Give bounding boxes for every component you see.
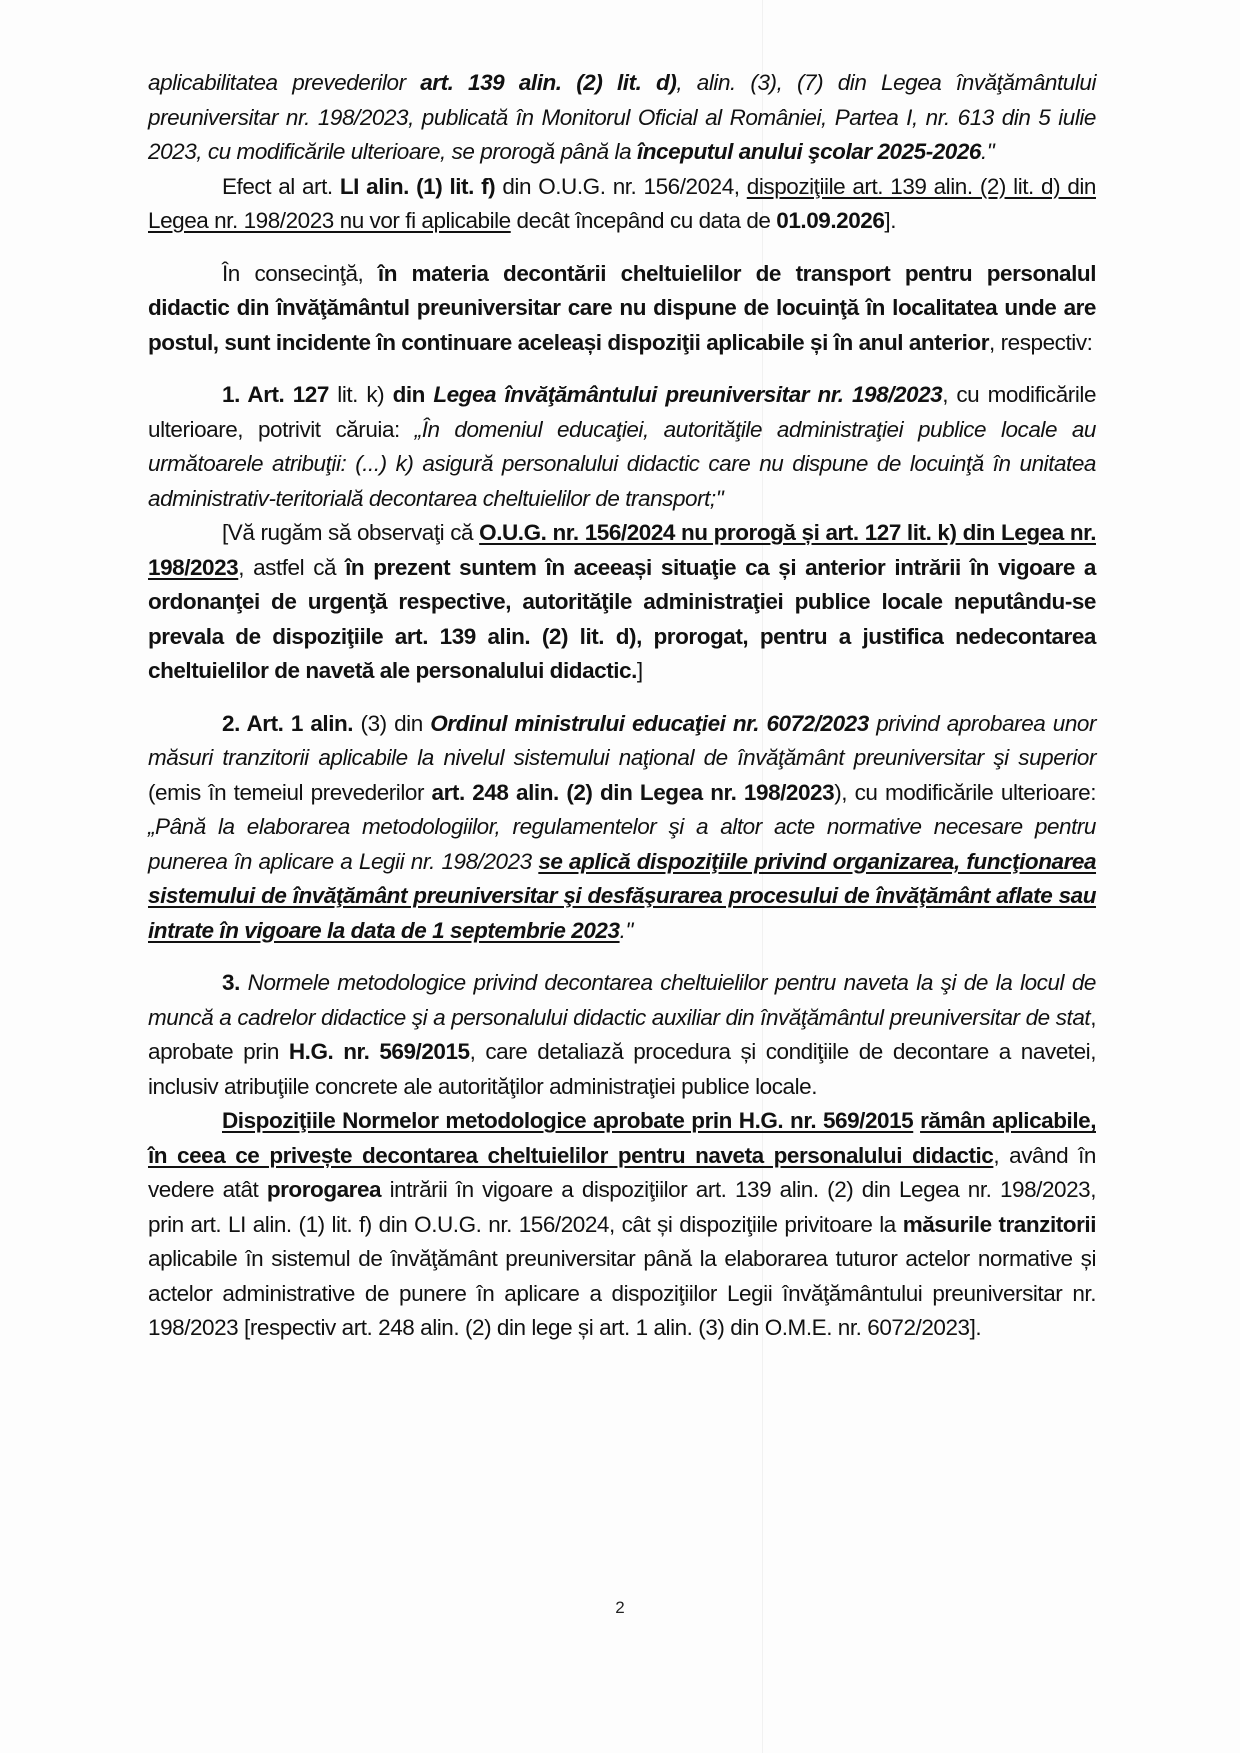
document-body <box>148 66 1096 1346</box>
text-segment: Efect al art. <box>222 173 340 199</box>
text-segment: lit. k) <box>337 382 385 407</box>
text-segment: Normele metodologice privind decontarea cheltuielilor pentru naveta la şi de la locul de muncă a cadrelor didactice şi a personalului didactic auxiliar din învăţământul preuniversitar de stat <box>148 970 1096 1030</box>
text-segment: rămân aplicabile, în ceea ce privește decontarea cheltuielilor pentru naveta personalului didactic <box>148 1108 1096 1168</box>
text-segment: lit. f) <box>449 173 496 199</box>
text-segment: decât începând cu data de <box>510 208 777 233</box>
text-segment: [Vă rugăm să observaţi că <box>222 520 480 545</box>
text-segment: , aprobate prin <box>148 1004 1096 1064</box>
paragraph-item-1-note <box>148 516 1096 689</box>
text-segment: în prezent suntem în aceeași situaţie ca și anterior intrării în vigoare a ordonanţei de urgenţă respective, autorităţile administraţiei publice locale neputându-se prevala de dispoziţiile art. 139 alin. (2) lit. d), prorogat, pentru a justifica nedecontarea cheltuielilor de navetă ale personalului didactic. <box>148 554 1096 683</box>
text-segment: măsurile tranzitorii <box>902 1211 1096 1237</box>
text-segment: privind aprobarea unor măsuri tranzitorii aplicabile la nivelul sistemului naţional de învăţământ preuniversitar şi superior <box>148 710 1096 770</box>
spacer <box>148 239 1096 257</box>
text-segment: aplicabile în sistemul de învăţământ preuniversitar până la elaborarea tuturor actelor normative și actelor administrative de punere în aplicare a dispoziţiilor Legii învăţământului preuniversitar nr. 198/2023 [respectiv art. 248 alin. (2) din lege și art. 1 alin. (3) din O.M.E. nr. 6072/2023]. <box>148 1246 1096 1340</box>
text-segment: Legea învăţământului preuniversitar nr. 198/2023 <box>433 382 943 407</box>
paragraph-effect-note <box>148 170 1096 239</box>
text-segment: ." <box>619 917 633 943</box>
paragraph-item-1 <box>148 378 1096 516</box>
text-segment: ] <box>636 658 643 683</box>
text-segment: începutul anului şcolar 2025-2026 <box>636 139 981 164</box>
text-segment: , alin. (3), (7) din Legea învăţământului preuniversitar nr. 198/2023, publicată în Monitorul Oficial al României, Partea I, nr. 613 din 5 iulie 2023, cu modificările ulterioare, se prorogă până la <box>148 70 1096 164</box>
text-segment: dispoziţiile art. 139 alin. (2) lit. d) din Legea nr. 198/2023 nu vor fi aplicabile <box>148 173 1096 233</box>
text-segment: H.G. nr. 569/2015 <box>288 1039 470 1064</box>
text-segment: aplicabilitatea prevederilor <box>148 70 421 95</box>
text-segment: , cu modificările ulterioare, potrivit căruia: <box>148 382 1097 442</box>
text-segment: 1. Art. 127 <box>222 382 338 407</box>
text-segment: (1) <box>408 173 450 199</box>
text-segment: ), cu modificările ulterioare: <box>834 779 1096 805</box>
text-segment: Dispoziţiile Normelor metodologice aprobate prin H.G. nr. 569/2015 <box>222 1108 914 1133</box>
spacer <box>148 360 1096 378</box>
spacer <box>148 948 1096 966</box>
text-segment: , astfel că <box>238 554 346 580</box>
text-segment: LI alin. <box>339 173 409 199</box>
paragraph-item-3 <box>148 966 1096 1104</box>
text-segment: În consecinţă, <box>222 260 378 286</box>
text-segment: în materia decontării cheltuielilor de transport pentru personalul didactic din învăţământul preuniversitar care nu dispune de locuinţă în localitatea unde are postul, sunt incidente în continuare aceleași dispoziţii aplicabile și în anul anterior <box>148 260 1096 355</box>
text-segment: se aplică dispoziţiile privind organizarea, funcţionarea sistemului de învăţământ preuniversitar şi desfăşurarea procesului de învăţământ aflate sau intrate în vigoare la data de 1 septembrie 2023 <box>148 848 1097 943</box>
text-segment: (emis în temeiul prevederilor <box>148 779 432 805</box>
paragraph-item-2 <box>148 707 1096 949</box>
text-segment: prorogarea <box>266 1177 382 1202</box>
text-segment: intrării în vigoare a dispoziţiilor art. 139 alin. (2) din Legea nr. 198/2023, prin art. LI alin. (1) lit. f) din O.U.G. nr. 156/2024, cât și dispoziţiile privitoare la <box>148 1177 1096 1237</box>
text-segment: ." <box>981 139 995 164</box>
text-segment: Ordinul ministrului educaţiei nr. 6072/2023 <box>430 710 869 736</box>
text-segment: „Până la elaborarea metodologiilor, regulamentelor şi a altor acte normative necesare pentru punerea în aplicare a Legii nr. 198/2023 <box>148 814 1096 874</box>
text-segment: ]. <box>884 208 897 233</box>
text-segment: 2. Art. 1 alin. <box>222 710 354 736</box>
spacer <box>148 689 1096 707</box>
text-segment: O.U.G. nr. 156/2024 nu prorogă și art. 127 lit. k) din Legea nr. 198/2023 <box>148 520 1096 580</box>
text-segment: , având în vedere atât <box>148 1142 1096 1202</box>
text-segment: 01.09.2026 <box>776 208 885 233</box>
text-segment: , care detaliază procedura și condiţiile de decontare a navetei, inclusiv atribuţiile concrete ale autorităţilor administraţiei publice locale. <box>148 1039 1097 1099</box>
text-segment: , respectiv: <box>989 329 1093 355</box>
text-segment: art. 248 alin. (2) din Legea nr. 198/2023 <box>431 779 835 805</box>
text-segment: art. 139 alin. (2) lit. d) <box>420 70 677 95</box>
text-segment: „În domeniul educaţiei, autorităţile administraţiei publice locale au următoarele atribuţii: (...) k) asigură personalului didactic care nu dispune de locuinţă în unitatea administrativ-teritorială decontarea cheltuielilor de transport;" <box>148 416 1096 511</box>
page-number: 2 <box>615 1598 625 1617</box>
text-segment: din <box>384 382 434 407</box>
text-segment: 3. <box>222 970 240 995</box>
paragraph-conclusion <box>148 1104 1096 1346</box>
text-segment: (3) din <box>353 710 431 736</box>
paragraph-prorogation-quote <box>148 66 1096 170</box>
text-segment: din O.U.G. nr. 156/2024, <box>495 173 747 199</box>
paragraph-consequence <box>148 257 1096 361</box>
